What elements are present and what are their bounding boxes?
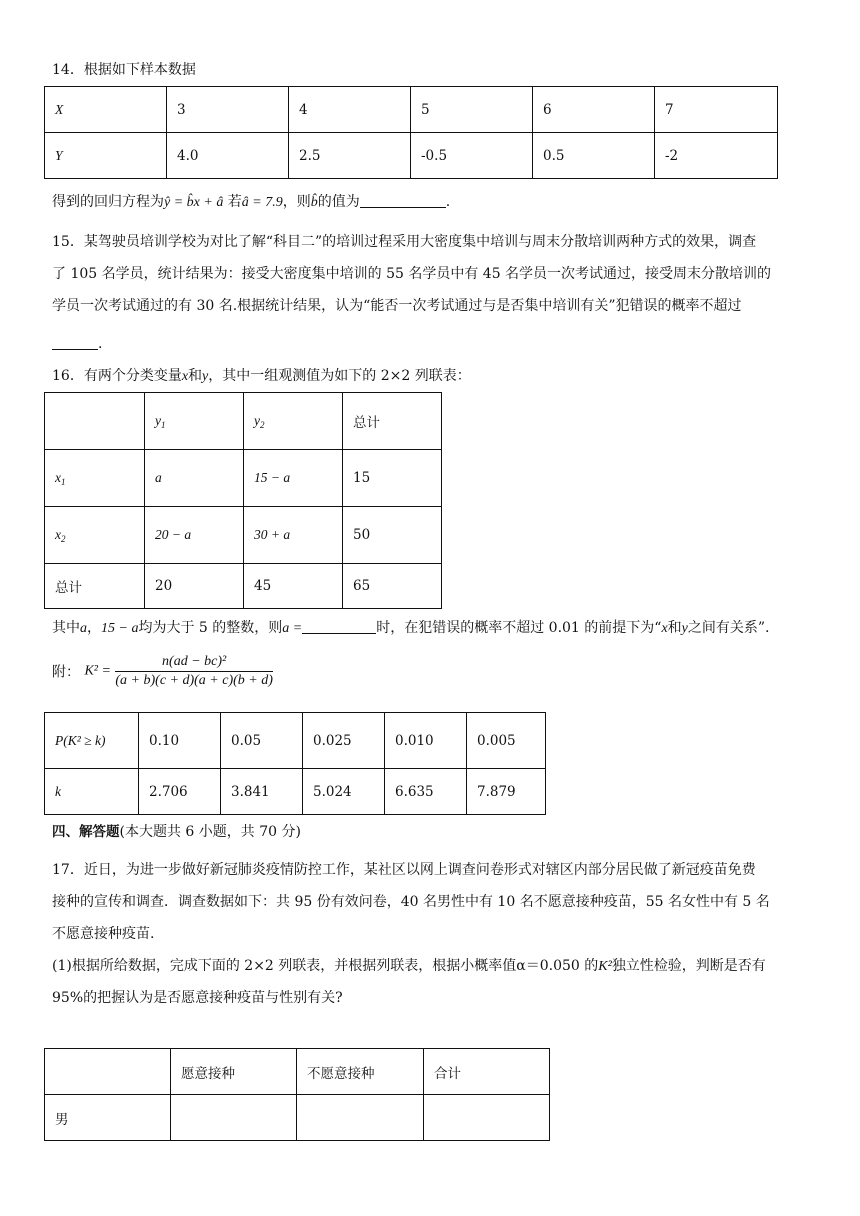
q14-y-cell: 0.5 [533, 133, 655, 179]
q17-line: 17．近日，为进一步做好新冠肺炎疫情防控工作，某社区以网上调查问卷形式对辖区内部分居民做了新冠疫苗免费 [52, 862, 756, 878]
q15-period: . [98, 336, 103, 352]
q16-cell: 50 [343, 507, 442, 564]
q16-var-y: y [681, 621, 688, 636]
q16-header-y1: $y_1$ [145, 393, 244, 450]
q16-text: 均为大于 5 的整数，则 [138, 620, 283, 636]
q14-header-y: Y [45, 133, 167, 179]
formula-numerator: n(ad − bc)² [115, 654, 273, 672]
q14-x-cell: 6 [533, 87, 655, 133]
q16-contingency-table [44, 392, 442, 609]
q16-text: 时，在犯错误的概率不超过 0.01 的前提下为“ [376, 620, 662, 636]
q14-text: 若 [227, 194, 242, 210]
q16-appendix-label: 附： [52, 664, 80, 681]
q14-text: 得到的回归方程为 [52, 194, 164, 210]
q14-x-cell: 5 [411, 87, 533, 133]
q16-intro [52, 366, 471, 387]
formula-denominator: (a + b)(c + d)(a + c)(b + d) [115, 673, 273, 688]
q16-cell: a [145, 450, 244, 507]
q17-header-unwilling: 不愿意接种 [297, 1049, 424, 1095]
q14-x-cell: 4 [289, 87, 411, 133]
q16-text: 和 [667, 620, 682, 636]
crit-k-value: 5.024 [303, 769, 385, 815]
q16-var-a: a [80, 621, 87, 636]
q17-answer-cell[interactable] [424, 1095, 550, 1141]
crit-k-value: 6.635 [385, 769, 467, 815]
section-title: 四、解答题 [52, 824, 120, 840]
q16-text: 16．有两个分类变量 [52, 368, 182, 384]
q14-x-cell: 7 [655, 87, 778, 133]
q14-header-x: X [45, 87, 167, 133]
q16-text: 和 [188, 368, 203, 384]
q14-period: . [445, 194, 451, 210]
q16-cell: 65 [343, 564, 442, 609]
q14-a-value: â = 7.9 [241, 195, 283, 210]
q16-var-y: y [202, 369, 209, 384]
q16-cell: 20 [145, 564, 244, 609]
q17-header-total: 合计 [424, 1049, 550, 1095]
q16-header-y2: $y_2$ [244, 393, 343, 450]
q16-cell: 15 − a [244, 450, 343, 507]
q16-expr: 15 − a [101, 621, 139, 636]
section-heading [52, 822, 301, 842]
q16-row-x1: $x_1$ [45, 450, 145, 507]
q17-line: 不愿意接种疫苗. [52, 926, 155, 942]
q17-line: 接种的宣传和调查．调查数据如下：共 95 份有效问卷，40 名男性中有 10 名不愿意接种疫苗，55 名女性中有 5 名 [52, 894, 770, 910]
q16-var-x: x [181, 369, 189, 384]
q15-line: 15．某驾驶员培训学校为对比了解“科目二”的培训过程采用大密度集中培训与周末分散培训两种方式的效果，调查 [52, 234, 757, 250]
q16-cell: 45 [244, 564, 343, 609]
q17-k2: K² [598, 959, 612, 974]
q15-answer-blank[interactable] [52, 335, 98, 350]
q17-part1 [52, 956, 766, 977]
q14-x-cell: 3 [167, 87, 289, 133]
crit-p-value: 0.010 [385, 713, 467, 769]
q16-critical-value-table [44, 712, 546, 815]
q16-a-eq: a = [282, 621, 303, 636]
q17-row-male: 男 [45, 1095, 171, 1141]
q17-answer-cell[interactable] [171, 1095, 297, 1141]
crit-k-label: k [45, 769, 139, 815]
crit-p-label: P(K² ≥ k) [45, 713, 139, 769]
q16-condition [52, 618, 770, 639]
q14-text: 的值为 [317, 194, 360, 210]
q16-text: 其中 [52, 620, 80, 636]
formula-fraction [115, 654, 273, 689]
crit-p-value: 0.05 [221, 713, 303, 769]
q17-text: (1)根据所给数据，完成下面的 2×2 列联表，并根据列联表，根据小概率值α＝0.050 的 [52, 958, 599, 974]
crit-p-value: 0.005 [467, 713, 546, 769]
q14-y-cell: 2.5 [289, 133, 411, 179]
q16-var-x: x [661, 621, 668, 636]
q17-answer-cell[interactable] [297, 1095, 424, 1141]
q16-cell: 20 − a [145, 507, 244, 564]
q16-cell: 15 [343, 450, 442, 507]
crit-p-value: 0.025 [303, 713, 385, 769]
q16-row-total: 总计 [45, 564, 145, 609]
crit-k-value: 2.706 [139, 769, 221, 815]
q16-formula [52, 654, 273, 689]
q14-y-cell: -2 [655, 133, 778, 179]
q14-text: ，则 [282, 194, 311, 210]
q15-line: 了 105 名学员，统计结果为：接受大密度集中培训的 55 名学员中有 45 名学员一次考试通过，接受周末分散培训的 [52, 266, 772, 282]
formula-lhs: K² = [84, 663, 111, 679]
q14-b-hat: b̂ [310, 195, 318, 210]
crit-p-value: 0.10 [139, 713, 221, 769]
q14-y-cell: -0.5 [411, 133, 533, 179]
q16-text: ，其中一组观测值为如下的 2×2 列联表： [208, 368, 471, 384]
q16-cell [45, 393, 145, 450]
crit-k-value: 3.841 [221, 769, 303, 815]
q14-data-table [44, 86, 778, 179]
q16-answer-blank[interactable] [302, 619, 376, 634]
section-note: (本大题共 6 小题，共 70 分) [119, 824, 301, 840]
q14-title: 14．根据如下样本数据 [52, 62, 196, 78]
q14-answer-blank[interactable] [360, 193, 446, 208]
q17-text: 独立性检验，判断是否有 [611, 958, 766, 974]
q17-header-willing: 愿意接种 [171, 1049, 297, 1095]
q14-equation: ŷ = b̂x + â [164, 195, 224, 210]
q15-line: 学员一次考试通过的有 30 名.根据统计结果，认为“能否一次考试通过与是否集中培训有关”犯错误的概率不超过 [52, 298, 742, 314]
q15-answer-line [52, 334, 102, 354]
q16-cell: 30 + a [244, 507, 343, 564]
q17-part1-line2: 95%的把握认为是否愿意接种疫苗与性别有关? [52, 990, 343, 1006]
q16-header-total: 总计 [343, 393, 442, 450]
q17-cell [45, 1049, 171, 1095]
q14-regression-line [52, 192, 450, 213]
q17-contingency-table [44, 1048, 550, 1141]
q16-text: 之间有关系”. [687, 620, 770, 636]
q16-row-x2: $x_2$ [45, 507, 145, 564]
q16-text: ， [87, 620, 101, 636]
q14-y-cell: 4.0 [167, 133, 289, 179]
crit-k-value: 7.879 [467, 769, 546, 815]
